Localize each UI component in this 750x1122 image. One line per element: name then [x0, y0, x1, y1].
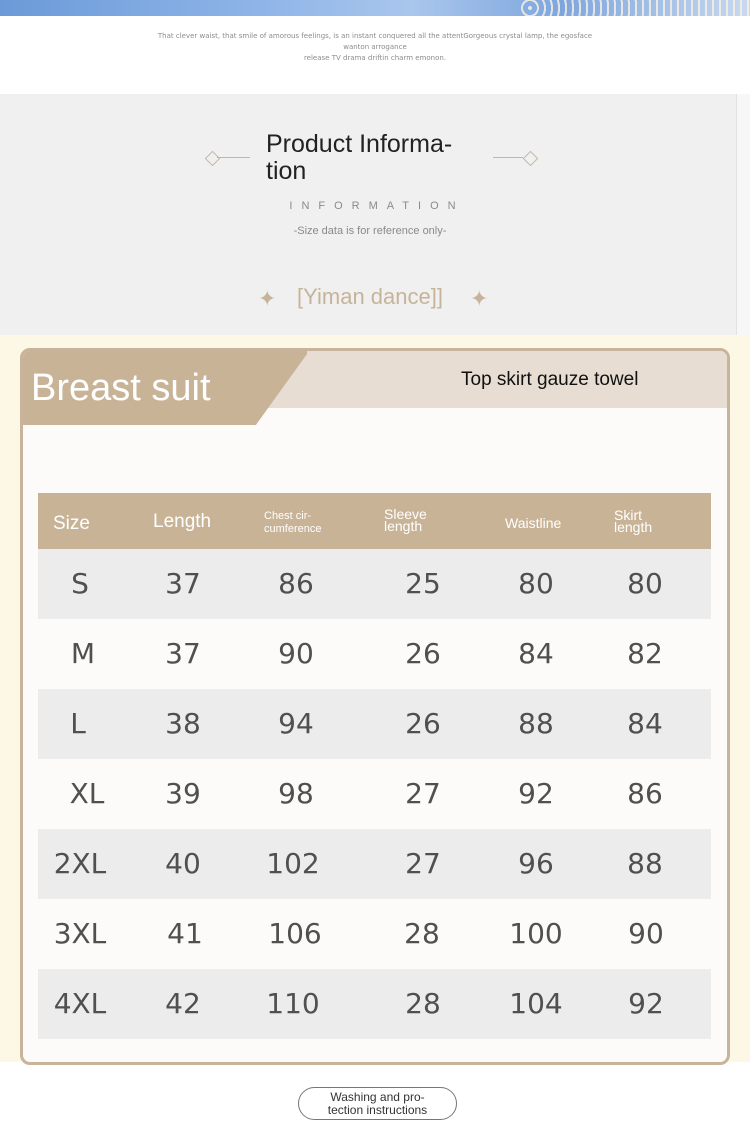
cell-length: 39 [165, 777, 201, 810]
card-banner [23, 351, 727, 425]
cell-size: M [70, 637, 96, 670]
cell-size: 4XL [53, 987, 107, 1020]
cell-chest: 90 [278, 637, 314, 670]
cell-size: XL [69, 777, 105, 810]
cell-skirt: 80 [627, 567, 663, 600]
cell-waist: 88 [518, 707, 554, 740]
section-edge [736, 94, 750, 335]
title-line-2: tion [266, 157, 307, 185]
header-waist: Waistline [505, 515, 562, 531]
ornament-diamond-icon [205, 151, 221, 167]
star-icon-left: ✦ [258, 286, 277, 311]
table-row [38, 899, 711, 969]
cell-waist: 80 [518, 567, 554, 600]
washing-instructions-button[interactable] [298, 1087, 457, 1120]
cell-length: 37 [165, 637, 201, 670]
cell-waist: 84 [518, 637, 554, 670]
size-table [38, 493, 711, 1039]
ornament-line [217, 157, 250, 158]
cell-sleeve: 26 [405, 707, 441, 740]
cell-chest: 102 [266, 847, 320, 880]
cell-size: 2XL [53, 847, 107, 880]
wash-label-line-2: tection instructions [327, 1103, 428, 1117]
cell-length: 37 [165, 567, 201, 600]
table-header [38, 493, 711, 549]
cell-length: 42 [165, 987, 201, 1020]
card-title: Breast suit [31, 367, 211, 409]
cell-skirt: 84 [627, 707, 663, 740]
table-row [38, 619, 711, 689]
header-chest: Chest cir- cumference [264, 510, 322, 535]
intro-text [145, 31, 605, 64]
cell-waist: 96 [518, 847, 554, 880]
ornament-line [493, 157, 523, 158]
cell-sleeve: 27 [405, 777, 441, 810]
table-row [38, 689, 711, 759]
header-length: Length [153, 511, 212, 532]
left-ornament [205, 151, 250, 165]
product-information-section [0, 94, 736, 335]
lace-decoration [520, 0, 750, 16]
table-row [38, 759, 711, 829]
cell-length: 38 [165, 707, 201, 740]
cell-skirt: 90 [628, 917, 664, 950]
ornament-diamond-icon [523, 151, 539, 167]
header-sleeve: Sleeve length [384, 506, 427, 534]
table-row [38, 829, 711, 899]
information-subtitle: INFORMATION [289, 200, 465, 212]
header-size: Size [53, 513, 90, 534]
title-line-1: Product Informa- [266, 130, 453, 158]
page-title [266, 131, 496, 185]
cell-waist: 104 [509, 987, 563, 1020]
size-chart-card [20, 348, 730, 1065]
card-subtitle: Top skirt gauze towel [461, 369, 639, 390]
cell-length: 41 [167, 917, 203, 950]
cell-skirt: 92 [628, 987, 664, 1020]
cell-waist: 100 [509, 917, 563, 950]
table-row [38, 969, 711, 1039]
intro-line-2: release TV drama driftin charm emonon. [303, 54, 447, 62]
cell-sleeve: 28 [405, 987, 441, 1020]
table-row [38, 549, 711, 619]
cell-size: L [70, 707, 86, 740]
cell-sleeve: 26 [405, 637, 441, 670]
reference-note: -Size data is for reference only- [293, 225, 447, 237]
cell-chest: 94 [278, 707, 314, 740]
cell-chest: 86 [278, 567, 314, 600]
cell-chest: 110 [266, 987, 320, 1020]
cell-skirt: 86 [627, 777, 663, 810]
intro-line-1: That clever waist, that smile of amorous feelings, is an instant conquered all the attentGorgeous crystal lamp, the egosface wanton arrogance [157, 32, 593, 51]
brand-name: [Yiman dance]] [297, 284, 443, 309]
cell-size: 3XL [53, 917, 107, 950]
right-ornament [493, 151, 538, 165]
top-banner-image [0, 0, 750, 16]
cell-length: 40 [165, 847, 201, 880]
star-icon-right: ✦ [470, 286, 489, 311]
cell-waist: 92 [518, 777, 554, 810]
cell-chest: 98 [278, 777, 314, 810]
cell-sleeve: 25 [405, 567, 441, 600]
cell-skirt: 82 [627, 637, 663, 670]
cell-sleeve: 27 [405, 847, 441, 880]
header-skirt: Skirt length [614, 507, 653, 535]
cell-skirt: 88 [627, 847, 663, 880]
wash-label-line-1: Washing and pro- [330, 1090, 425, 1104]
cell-sleeve: 28 [404, 917, 440, 950]
cell-size: S [71, 567, 89, 600]
cell-chest: 106 [268, 917, 322, 950]
